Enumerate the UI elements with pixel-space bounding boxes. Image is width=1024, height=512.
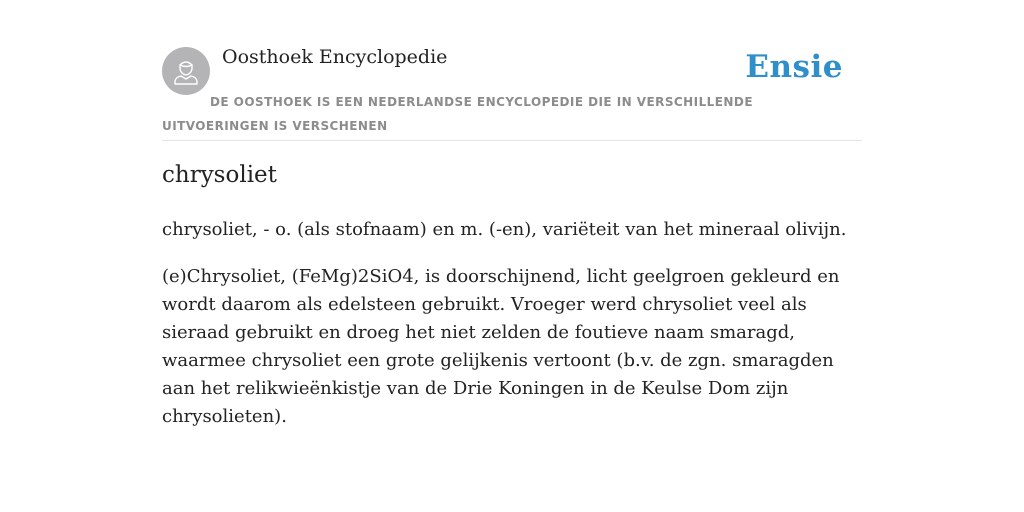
source-tagline: DE OOSTHOEK IS EEN NEDERLANDSE ENCYCLOPEDIE DIE IN VERSCHILLENDE UITVOERINGEN IS VERSCHENEN bbox=[162, 95, 753, 133]
article-title: chrysoliet bbox=[162, 162, 277, 188]
source-name[interactable]: Oosthoek Encyclopedie bbox=[222, 46, 448, 68]
article-paragraph-definition: chrysoliet, - o. (als stofnaam) en m. (-en), variëteit van het mineraal olivijn. bbox=[162, 219, 847, 240]
article-paragraph-description: (e)Chrysoliet, (FeMg)2SiO4, is doorschijnend, licht geelgroen gekleurd en wordt daarom als edelsteen gebruikt. Vroeger werd chrysoliet veel als sieraad gebruikt en droeg het niet zelden de foutieve naam smaragd, waarmee chrysoliet een grote gelijkenis vertoont (b.v. de zgn. smaragden aan het relikwieënkistje van de Drie Koningen in de Keulse Dom zijn chrysolieten). bbox=[162, 266, 840, 427]
brand-logo[interactable]: Ensie bbox=[745, 49, 843, 85]
source-avatar[interactable] bbox=[162, 47, 210, 95]
source-header bbox=[162, 44, 862, 141]
user-icon bbox=[173, 57, 199, 85]
